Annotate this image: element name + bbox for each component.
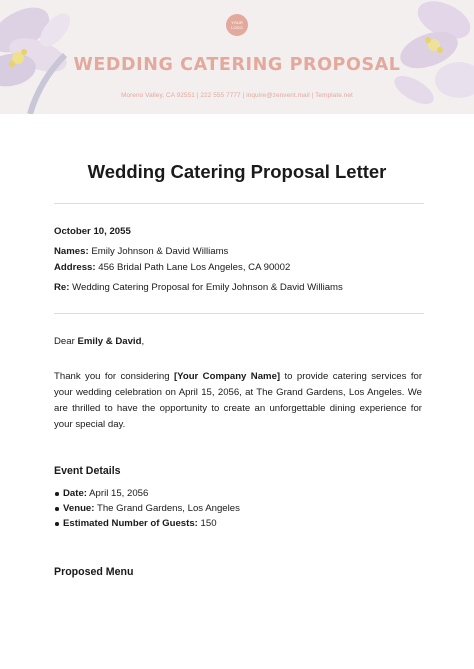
subject-label: Re:	[54, 282, 70, 293]
event-details-heading: Event Details	[54, 465, 121, 477]
address-line	[54, 262, 290, 273]
divider	[54, 203, 424, 204]
company-logo: YOUR LOGO	[226, 14, 248, 36]
recipient-names: Emily & David	[77, 336, 142, 347]
names-value: Emily Johnson & David Williams	[91, 246, 229, 257]
subject-line	[54, 282, 343, 293]
names-label: Names:	[54, 246, 89, 257]
contact-line: Moreno Valley, CA 92551 | 222 555 7777 | inquire@zenvent.mail | Template.net	[121, 92, 353, 99]
proposed-menu-heading: Proposed Menu	[54, 566, 134, 578]
letter-date: October 10, 2055	[54, 226, 131, 237]
letterhead-title: WEDDING CATERING PROPOSAL	[73, 55, 401, 75]
bullet-icon	[55, 507, 59, 511]
names-line	[54, 246, 228, 257]
bullet-icon	[55, 492, 59, 496]
address-label: Address:	[54, 262, 96, 273]
company-name-placeholder: [Your Company Name]	[173, 371, 281, 382]
document-title: Wedding Catering Proposal Letter	[87, 161, 387, 182]
divider	[54, 313, 424, 314]
address-value: 456 Bridal Path Lane Los Angeles, CA 90002	[98, 262, 291, 273]
subject-value: Wedding Catering Proposal for Emily Johnson & David Williams	[72, 282, 343, 293]
bullet-icon	[55, 522, 59, 526]
letterhead	[0, 0, 474, 114]
list-item: Date: April 15, 2056	[63, 488, 148, 499]
salutation: Dear Emily & David,	[54, 336, 145, 347]
list-item: Estimated Number of Guests: 150	[63, 518, 217, 529]
body-paragraph: Thank you for considering [Your Company Name] to provide catering services for your wedding celebration on April 15, 2056, at The Grand Gardens, Los Angeles. We are thrilled to have the opportunity to create an unforgettable dining experience for your special day.	[54, 371, 423, 430]
list-item: Venue: The Grand Gardens, Los Angeles	[63, 503, 240, 514]
